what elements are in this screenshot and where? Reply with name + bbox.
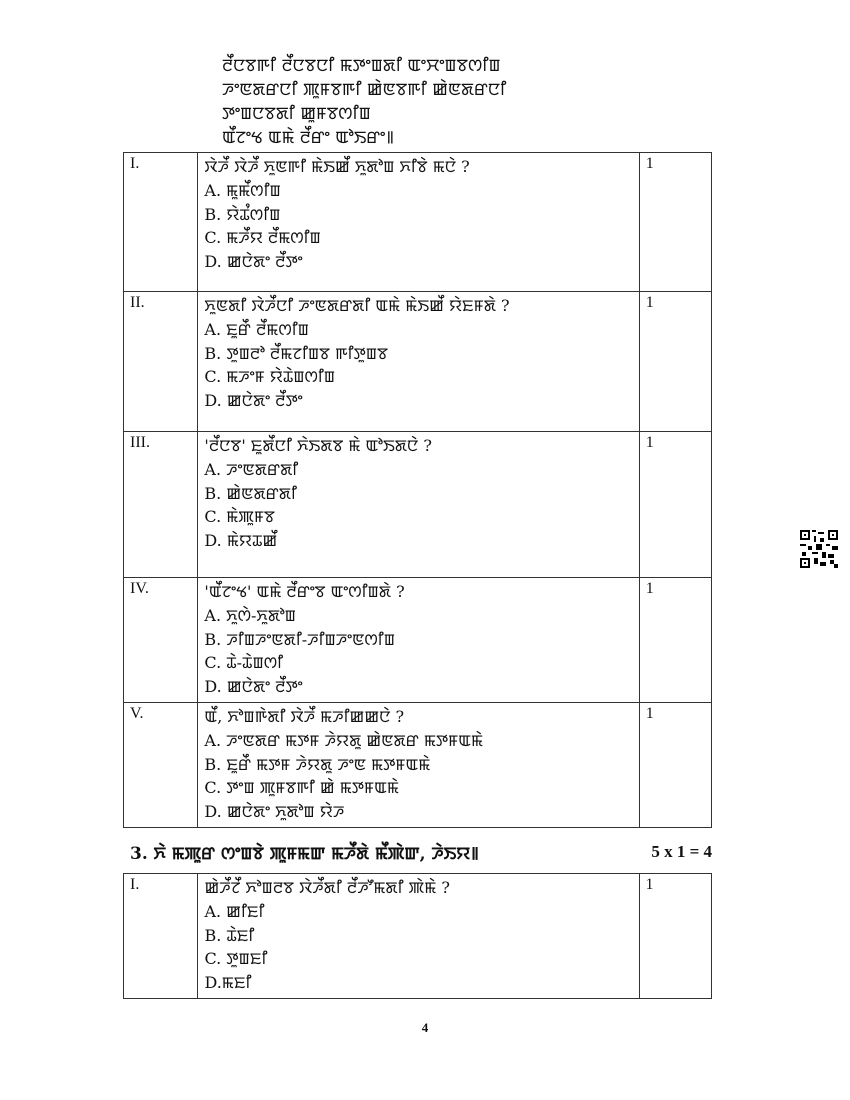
question-mark: 1: [639, 153, 711, 292]
question-number: I.: [124, 153, 198, 292]
option-d: D. ꯀꯅꯥꯗꯦ ꯂꯩꯇꯦ: [204, 251, 303, 271]
page-number: 4: [421, 1020, 429, 1035]
question-row: [124, 874, 712, 999]
question-text: 'ꯂꯩꯅꯕ' ꯐꯨꯗꯩꯅꯤ ꯈꯥꯏꯗꯕ ꯃꯥ ꯑꯣꯏꯗꯅꯥ ?: [204, 436, 432, 455]
question-mark: 1: [639, 703, 711, 828]
option-b: B. ꯌꯥꯊꯪꯁꯤꯡ: [204, 204, 281, 224]
question-number: III.: [124, 432, 198, 578]
question-row: [124, 578, 712, 703]
option-b: B. ꯇꯨꯡꯂꯣ ꯂꯩꯃꯖꯤꯡꯕ ꯒꯤꯇꯨꯡꯕ: [204, 343, 388, 363]
option-a: A. ꯈꯨꯁꯥ-ꯈꯨꯗꯣꯡ: [204, 606, 296, 625]
question-text: ꯀꯥꯍꯩꯖꯩ ꯈꯣꯡꯂꯕ ꯋꯥꯍꯩꯗꯤ ꯂꯩꯍꯧꯃꯗꯤ ꯄꯥꯃꯥ ?: [204, 878, 450, 897]
section-3-heading: [130, 842, 712, 865]
option-d: D. ꯀꯅꯥꯗꯦ ꯂꯩꯇꯦ: [204, 676, 303, 696]
option-c: C. ꯃꯍꯦꯝ ꯌꯥꯊꯥꯡꯁꯤꯡ: [204, 367, 336, 386]
poem-excerpt: [222, 54, 506, 150]
poem-line: ꯍꯦꯟꯗꯔꯅꯤ ꯄꯨꯝꯕꯒꯤ ꯀꯥꯟꯕꯒꯤ ꯀꯥꯟꯗꯔꯅꯤ: [222, 80, 507, 100]
question-number: I.: [124, 874, 198, 999]
option-d: D. ꯃꯥꯌꯊꯀꯩ: [204, 530, 278, 550]
option-a: A. ꯀꯤꯐꯤ: [204, 902, 265, 921]
section-3-marks: 5 x 1 = 4: [651, 842, 712, 861]
question-table-section-3: [123, 873, 712, 999]
question-number: II.: [124, 292, 198, 432]
question-row: [124, 292, 712, 432]
poem-line: ꯇꯦꯡꯅꯕꯗꯤ ꯀꯨꯝꯕꯁꯤꯡ: [222, 104, 371, 124]
question-text: ꯑꯩ, ꯈꯣꯡꯒꯥꯗꯤ ꯋꯥꯍꯩ ꯃꯍꯤꯀꯀꯅꯥ ?: [204, 707, 405, 726]
question-row: [124, 703, 712, 828]
question-mark: 1: [639, 292, 711, 432]
question-number: IV.: [124, 578, 198, 703]
question-body: [198, 292, 639, 432]
question-body: [198, 703, 639, 828]
qr-code-icon: [800, 530, 838, 568]
question-row: [124, 153, 712, 292]
option-c: C. ꯃꯍꯩꯌ ꯂꯩꯃꯁꯤꯡ: [204, 228, 321, 247]
option-d: D.ꯃꯐꯤ: [204, 972, 252, 992]
option-b: B. ꯐꯨꯔꯩ ꯃꯇꯝ ꯍꯥꯌꯗꯨ ꯍꯦꯟ ꯃꯇꯝꯑꯃꯥ: [204, 754, 431, 774]
option-c: C. ꯃꯥꯄꯨꯝꯕ: [204, 507, 275, 526]
question-mark: 1: [639, 432, 711, 578]
option-d: D. ꯀꯅꯥꯗꯦ ꯂꯩꯇꯦ: [204, 390, 303, 410]
poem-line: ꯂꯩꯅꯕꯒꯤ ꯂꯩꯅꯕꯅꯤ ꯃꯇꯦꯡꯗꯤ ꯑꯦꯆꯦꯡꯕꯁꯤꯡ: [222, 56, 501, 76]
option-a: A. ꯍꯦꯟꯗꯔ ꯃꯇꯝ ꯍꯥꯌꯗꯨ ꯀꯥꯟꯗꯔ ꯃꯇꯝꯑꯃꯥ: [204, 731, 484, 750]
question-body: [198, 432, 639, 578]
option-b: B. ꯀꯥꯟꯗꯔꯗꯤ: [204, 483, 297, 503]
option-a: A. ꯍꯦꯟꯗꯔꯗꯤ: [204, 460, 299, 479]
option-a: A. ꯐꯨꯔꯩ ꯂꯩꯃꯁꯤꯡ: [204, 320, 309, 339]
section-3-instruction: 3. ꯈꯥ ꯃꯄꯨꯔ ꯁꯦꯡꯕꯥ ꯄꯨꯝꯃꯛ ꯃꯍꯩꯗꯥ ꯃꯩꯄꯥꯛ, ꯍꯥꯏꯌ꯫: [130, 844, 479, 864]
question-body: [198, 578, 639, 703]
question-text: ꯋꯥꯍꯩ ꯋꯥꯍꯩ ꯈꯨꯟꯒꯤ ꯃꯥꯏꯀꯩ ꯈꯨꯗꯣꯡ ꯈꯤꯕꯥ ꯃꯅꯥ ?: [204, 157, 470, 176]
question-text: ꯈꯨꯟꯗꯤ ꯋꯥꯍꯩꯅꯤ ꯍꯦꯟꯗꯔꯗꯤ ꯑꯃꯥ ꯃꯥꯏꯀꯩ ꯌꯥꯐꯝꯗꯥ ?: [204, 296, 510, 315]
poem-line: ꯑꯩꯖꯦꯠ ꯑꯃꯥ ꯂꯩꯔꯦ ꯑꯣꯏꯔꯦ꯫: [222, 128, 394, 148]
question-mark: 1: [639, 578, 711, 703]
option-b: B. ꯊꯥꯐꯤ: [204, 925, 255, 945]
question-row: [124, 432, 712, 578]
option-d: D. ꯀꯅꯥꯗꯦ ꯈꯨꯗꯣꯡ ꯌꯥꯍ: [204, 801, 345, 821]
option-c: C. ꯇꯦꯡ ꯄꯨꯝꯕꯒꯤ ꯀꯥ ꯃꯇꯝꯑꯃꯥ: [204, 778, 399, 797]
question-text: 'ꯑꯩꯖꯦꯠ' ꯑꯃꯥ ꯂꯩꯔꯦꯕ ꯑꯦꯁꯤꯡꯗꯥ ?: [204, 582, 405, 601]
option-c: C. ꯊꯥ-ꯊꯥꯡꯁꯤ: [204, 653, 284, 672]
question-body: [198, 153, 639, 292]
question-number: V.: [124, 703, 198, 828]
question-table-section-2: [123, 152, 712, 828]
option-b: B. ꯍꯤꯡꯍꯦꯟꯗꯤ-ꯍꯤꯡꯍꯦꯟꯁꯤꯡ: [204, 629, 395, 649]
question-mark: 1: [639, 874, 711, 999]
question-body: [198, 874, 639, 999]
option-a: A. ꯃꯨꯃꯩꯁꯤꯡ: [204, 181, 281, 200]
option-c: C. ꯇꯨꯡꯐꯤ: [204, 949, 268, 968]
